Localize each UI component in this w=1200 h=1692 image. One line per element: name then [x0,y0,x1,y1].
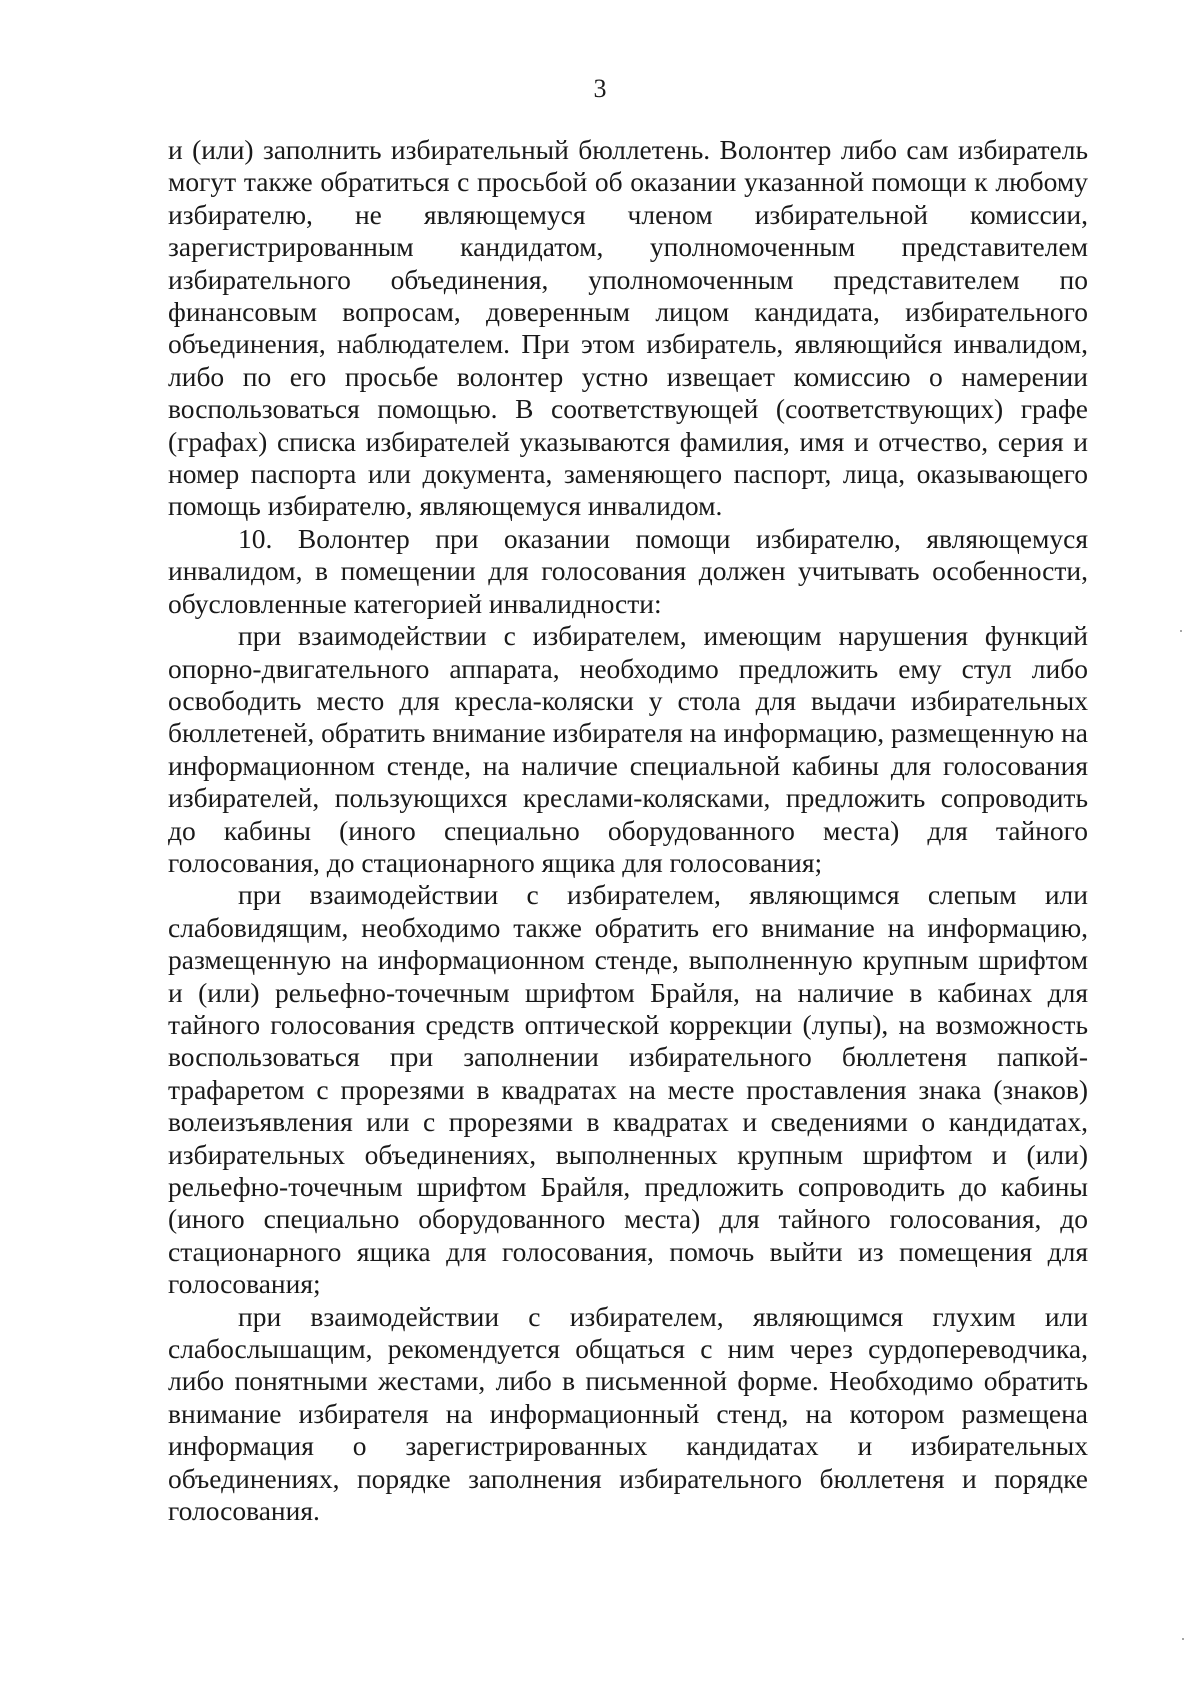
paragraph-hearing-impaired: при взаимодействии с избирателем, являющимся глухим или слабослышащим, рекомендуется общаться с ним через сурдопереводчика, либо понятными жестами, либо в письменной форме. Необходимо обратить внимание избирателя на информационный стенд, на котором размещена информация о зарегистрированных кандидатах и избирательных объединениях, порядке заполнения избирательного бюллетеня и порядке голосования. [168,1300,1088,1527]
page-number: 3 [593,74,607,103]
paragraph-item-10: 10. Волонтер при оказании помощи избирателю, являющемуся инвалидом, в помещении для голосования должен учитывать особенности, обусловленные категорией инвалидности: [168,522,1088,619]
document-body [168,134,1088,1527]
scan-speck [1182,1638,1184,1640]
paragraph-visually-impaired: при взаимодействии с избирателем, являющимся слепым или слабовидящим, необходимо также обратить его внимание на информацию, размещенную на информационном стенде, выполненную крупным шрифтом и (или) рельефно-точечным шрифтом Брайля, на наличие в кабинах для тайного голосования средств оптической коррекции (лупы), на возможность воспользоваться при заполнении избирательного бюллетеня папкой-трафаретом с прорезями в квадратах на месте проставления знака (знаков) волеизъявления или с прорезями в квадратах и сведениями о кандидатах, избирательных объединениях, выполненных крупным шрифтом и (или) рельефно-точечным шрифтом Брайля, предложить сопроводить до кабины (иного специально оборудованного места) для тайного голосования, до стационарного ящика для голосования, помочь выйти из помещения для голосования; [168,879,1088,1300]
paragraph-continuation: и (или) заполнить избирательный бюллетень. Волонтер либо сам избиратель могут также обратиться с просьбой об оказании указанной помощи к любому избирателю, не являющемуся членом избирательной комиссии, зарегистрированным кандидатом, уполномоченным представителем избирательного объединения, уполномоченным представителем по финансовым вопросам, доверенным лицом кандидата, избирательного объединения, наблюдателем. При этом избиратель, являющийся инвалидом, либо по его просьбе волонтер устно извещает комиссию о намерении воспользоваться помощью. В соответствующей (соответствующих) графе (графах) списка избирателей указываются фамилия, имя и отчество, серия и номер паспорта или документа, заменяющего паспорт, лица, оказывающего помощь избирателю, являющемуся инвалидом. [168,134,1088,522]
paragraph-mobility-impaired: при взаимодействии с избирателем, имеющим нарушения функций опорно-двигательного аппарата, необходимо предложить ему стул либо освободить место для кресла-коляски у стола для выдачи избирательных бюллетеней, обратить внимание избирателя на информацию, размещенную на информационном стенде, на наличие специальной кабины для голосования избирателей, пользующихся креслами-колясками, предложить сопроводить до кабины (иного специально оборудованного места) для тайного голосования, до стационарного ящика для голосования; [168,620,1088,878]
scan-speck [1180,630,1182,632]
